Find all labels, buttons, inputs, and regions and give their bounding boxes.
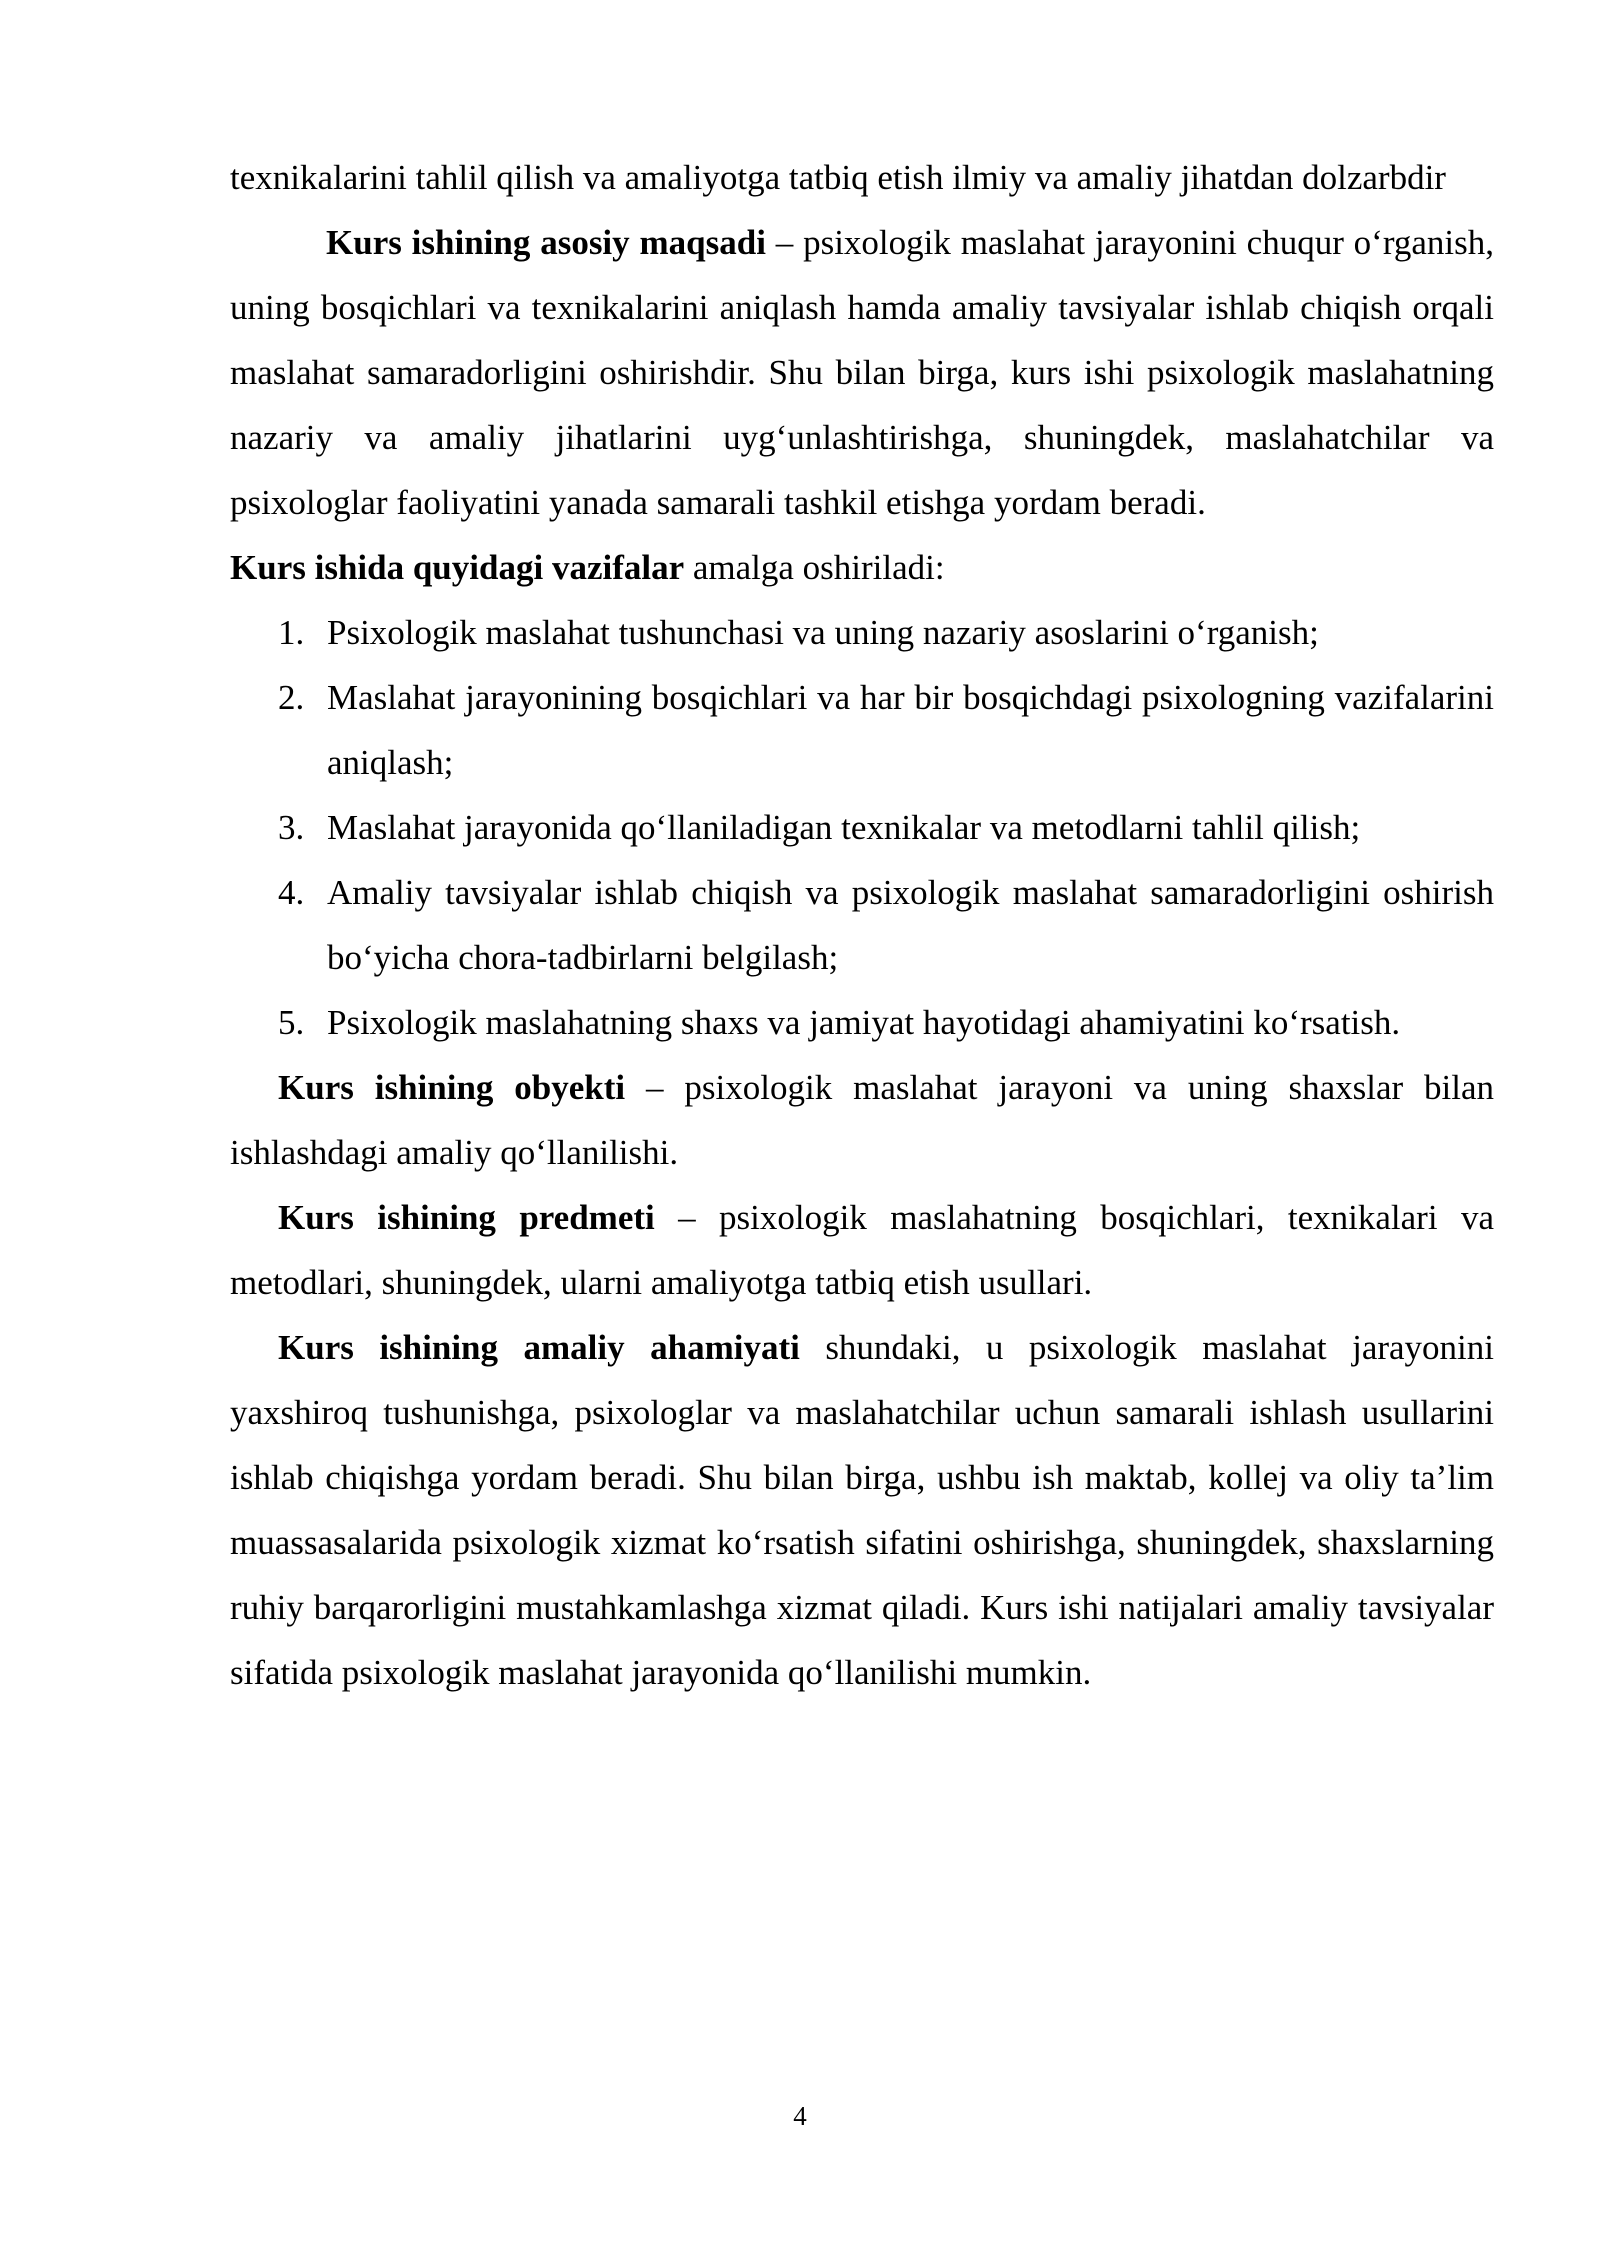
list-item [230,665,1494,795]
subject-heading: Kurs ishining predmeti [278,1198,655,1237]
significance-paragraph [230,1315,1494,1705]
list-item-number: 4. [278,873,305,912]
significance-text: shundaki, u psixologik maslahat jarayonini yaxshiroq tushunishga, psixologlar va maslahatchilar uchun samarali ishlash usullarini ishlab chiqishga yordam beradi. Shu bilan birga, ushbu ish maktab, kollej va oliy ta’lim muassasalarida psixologik xizmat ko‘rsatish sifatini oshirishga, shuningdek, shaxslarning ruhiy barqarorligini mustahkamlashga xizmat qiladi. Kurs ishi natijalari amaliy tavsiyalar sifatida psixologik maslahat jarayonida qo‘llanilishi mumkin. [230,1328,1494,1692]
goal-text: – psixologik maslahat jarayonini chuqur o‘rganish, uning bosqichlari va texnikalarini aniqlash hamda amaliy tavsiyalar ishlab chiqish orqali maslahat samaradorligini oshirishdir. Shu bilan birga, kurs ishi psixologik maslahatning nazariy va amaliy jihatlarini uyg‘unlashtirishga, shuningdek, maslahatchilar va psixologlar faoliyatini yanada samarali tashkil etishga yordam beradi. [230,223,1494,522]
tasks-intro-paragraph [230,535,1494,600]
list-item [230,860,1494,990]
tasks-list [230,600,1494,1055]
list-item-text: Psixologik maslahat tushunchasi va uning nazariy asoslarini o‘rganish; [327,613,1319,652]
tasks-intro-text: amalga oshiriladi: [684,548,945,587]
page-number: 4 [793,2101,807,2131]
intro-paragraph: texnikalarini tahlil qilish va amaliyotga tatbiq etish ilmiy va amaliy jihatdan dolzarbdir [230,158,1446,197]
subject-text: – psixologik maslahatning bosqichlari, texnikalari va metodlari, shuningdek, ularni amaliyotga tatbiq etish usullari. [230,1198,1494,1302]
list-item-number: 3. [278,808,305,847]
list-item-text: Amaliy tavsiyalar ishlab chiqish va psixologik maslahat samaradorligini oshirish bo‘yicha chora-tadbirlarni belgilash; [327,873,1494,977]
list-item-number: 2. [278,678,305,717]
list-item [230,600,1494,665]
subject-paragraph [230,1185,1494,1315]
list-item-text: Maslahat jarayonining bosqichlari va har bir bosqichdagi psixologning vazifalarini aniqlash; [327,678,1494,782]
significance-heading: Kurs ishining amaliy ahamiyati [278,1328,800,1367]
object-heading: Kurs ishining obyekti [278,1068,626,1107]
list-item-number: 5. [278,1003,305,1042]
goal-heading: Kurs ishining asosiy maqsadi [326,223,766,262]
tasks-heading: Kurs ishida quyidagi vazifalar [230,548,685,587]
list-item-text: Psixologik maslahatning shaxs va jamiyat hayotidagi ahamiyatini ko‘rsatish. [327,1003,1401,1042]
object-text: – psixologik maslahat jarayoni va uning shaxslar bilan ishlashdagi amaliy qo‘llanilishi. [230,1068,1495,1172]
list-item [230,990,1494,1055]
object-paragraph [230,1055,1494,1185]
list-item-text: Maslahat jarayonida qo‘llaniladigan texnikalar va metodlarni tahlil qilish; [327,808,1361,847]
list-item [230,795,1494,860]
list-item-number: 1. [278,613,305,652]
document-page [230,145,1494,1705]
goal-paragraph [230,210,1494,535]
